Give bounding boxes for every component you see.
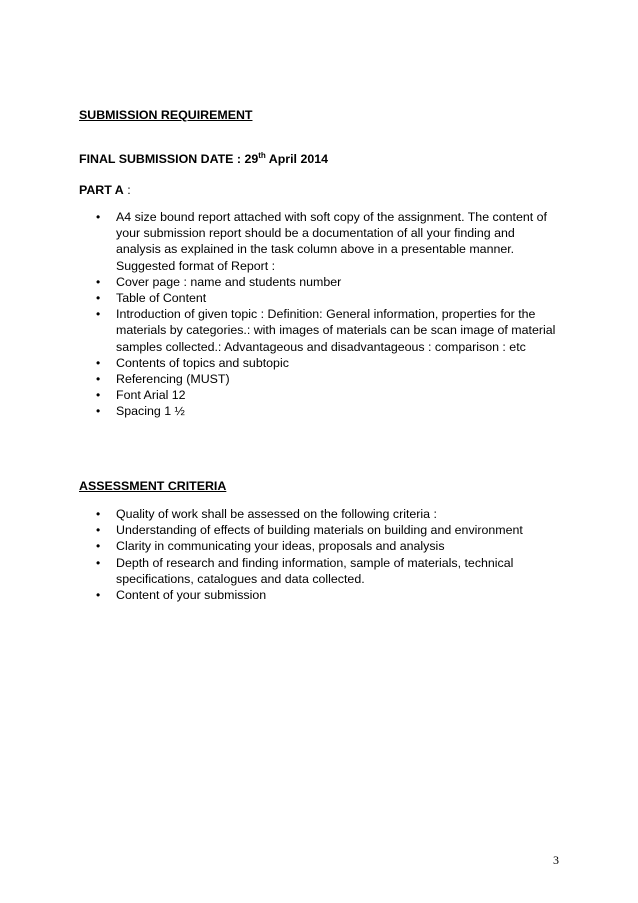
list-item-text: Font Arial 12 (116, 388, 186, 403)
bullet-icon: • (96, 388, 101, 403)
list-item-text: Contents of topics and subtopic (116, 355, 289, 370)
list-item (0, 538, 556, 554)
bullet-icon: • (96, 291, 101, 306)
bullet-icon: • (96, 307, 101, 322)
list-item-text: Clarity in communicating your ideas, proposals and analysis (116, 539, 445, 554)
list-item-text: Introduction of given topic : Definition: General information, properties for the materials by categories.: with images of materials can be scan image of material samples collected.: Advantageous and disadvantageous : comparison : etc (116, 307, 556, 354)
part-a-colon: : (123, 183, 131, 197)
page-number: 3 (553, 853, 559, 867)
list-item (0, 555, 556, 587)
final-date-rest: April 2014 (265, 152, 329, 166)
bullet-icon: • (96, 210, 101, 224)
bullet-icon: • (96, 274, 101, 289)
assessment-criteria-heading: ASSESSMENT CRITERIA (79, 479, 227, 493)
list-item (0, 522, 556, 538)
list-item (0, 403, 556, 419)
list-item-text: Depth of research and finding information, sample of materials, technical specifications, catalogues and data collected. (116, 555, 514, 586)
bullet-icon: • (96, 539, 101, 554)
bullet-icon: • (96, 355, 101, 370)
list-item-text: Cover page : name and students number (116, 274, 342, 289)
bullet-icon: • (96, 372, 101, 387)
part-a-label: PART A (79, 183, 124, 197)
list-item (0, 371, 556, 387)
final-date-superscript: th (258, 151, 266, 160)
bullet-icon: • (96, 555, 101, 570)
part-a-heading (79, 182, 131, 198)
bullet-icon: • (96, 588, 101, 603)
final-submission-date (79, 151, 328, 167)
list-item (0, 587, 556, 603)
list-item (0, 290, 556, 306)
list-item (0, 355, 556, 371)
part-a-list (0, 209, 556, 420)
list-item-text: Quality of work shall be assessed on the following criteria : (116, 507, 437, 521)
list-item (0, 274, 556, 290)
list-item (0, 506, 556, 522)
assessment-list (0, 506, 556, 603)
bullet-icon: • (96, 404, 101, 419)
submission-requirement-heading: SUBMISSION REQUIREMENT (79, 108, 253, 122)
bullet-icon: • (96, 523, 101, 538)
final-date-label: FINAL SUBMISSION DATE : 29 (79, 152, 259, 166)
list-item-text: Referencing (MUST) (116, 372, 230, 387)
list-item-text: Understanding of effects of building materials on building and environment (116, 523, 523, 538)
list-item-text: Table of Content (116, 291, 207, 306)
bullet-icon: • (96, 507, 101, 521)
list-item-text: A4 size bound report attached with soft copy of the assignment. The content of your submission report should be a documentation of all your finding and analysis as explained in the task column above in a presentable manner. Suggested format of Report : (116, 210, 547, 273)
list-item-text: Spacing 1 ½ (116, 404, 185, 419)
list-item (0, 209, 556, 274)
list-item (0, 387, 556, 403)
list-item-text: Content of your submission (116, 588, 267, 603)
list-item (0, 306, 556, 355)
